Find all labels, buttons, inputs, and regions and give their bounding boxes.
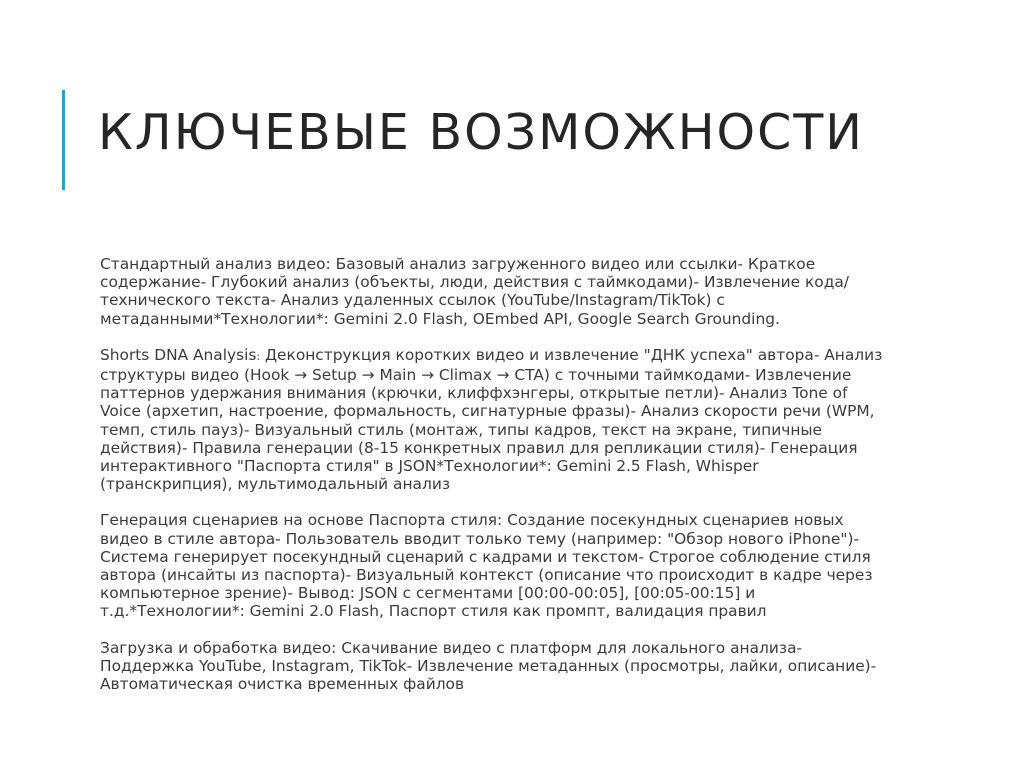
slide-body xyxy=(100,255,890,711)
paragraph-video-download: Загрузка и обработка видео: Скачивание видео с платформ для локального анализа- Поддержка YouTube, Instagram, TikTok- Извлечение метаданных (просмотры, лайки, описание)- Автоматическая очистка временных файлов xyxy=(100,638,877,694)
title-accent-bar xyxy=(62,90,65,190)
paragraph-lead-colon: : xyxy=(256,349,261,363)
paragraph-script-generation: Генерация сценариев на основе Паспорта стиля: Создание посекундных сценариев новых видео в стиле автора- Пользователь вводит только тему (например: "Обзор нового iPhone")- Система генерирует посекундный сценарий с кадрами и текстом- Строгое соблюдение стиля автора (инсайты из паспорта)- Визуальный контекст (описание что происходит в кадре через компьютерное зрение)- Вывод: JSON с сегментами [00:00-00:05], [00:05-00:15] и т.д.*Технологии*: Gemini 2.0 Flash, Паспорт стиля как промпт, валидация правил xyxy=(100,511,873,621)
paragraph-shorts-dna xyxy=(100,346,890,494)
paragraph-standard-analysis: Стандартный анализ видео: Базовый анализ загруженного видео или ссылки- Краткое содержание- Глубокий анализ (объекты, люди, действия с таймкодами)- Извлечение кода/технического текста- Анализ удаленных ссылок (YouTube/Instagram/TikTok) с метаданными*Технологии*: Gemini 2.0 Flash, OEmbed API, Google Search Grounding. xyxy=(100,255,849,328)
paragraph-lead: Shorts DNA Analysis xyxy=(100,345,257,364)
slide-title: КЛЮЧЕВЫЕ ВОЗМОЖНОСТИ xyxy=(98,104,864,161)
paragraph-text: Деконструкция коротких видео и извлечение "ДНК успеха" автора- Анализ структуры видео (Hook → Setup → Main → Climax → CTA) с точными таймкодами- Извлечение паттернов удержания внимания (крючки, клиффхэнгеры, открытые петли)- Анализ Tone of Voice (архетип, настроение, формальность, сигнатурные фразы)- Анализ скорости речи (WPM, темп, стиль пауз)- Визуальный стиль (монтаж, типы кадров, текст на экране, типичные действия)- Правила генерации (8-15 конкретных правил для репликации стиля)- Генерация интерактивного "Паспорта стиля" в JSON*Технологии*: Gemini 2.5 Flash, Whisper (транскрипция), мультимодальный анализ xyxy=(100,345,883,494)
